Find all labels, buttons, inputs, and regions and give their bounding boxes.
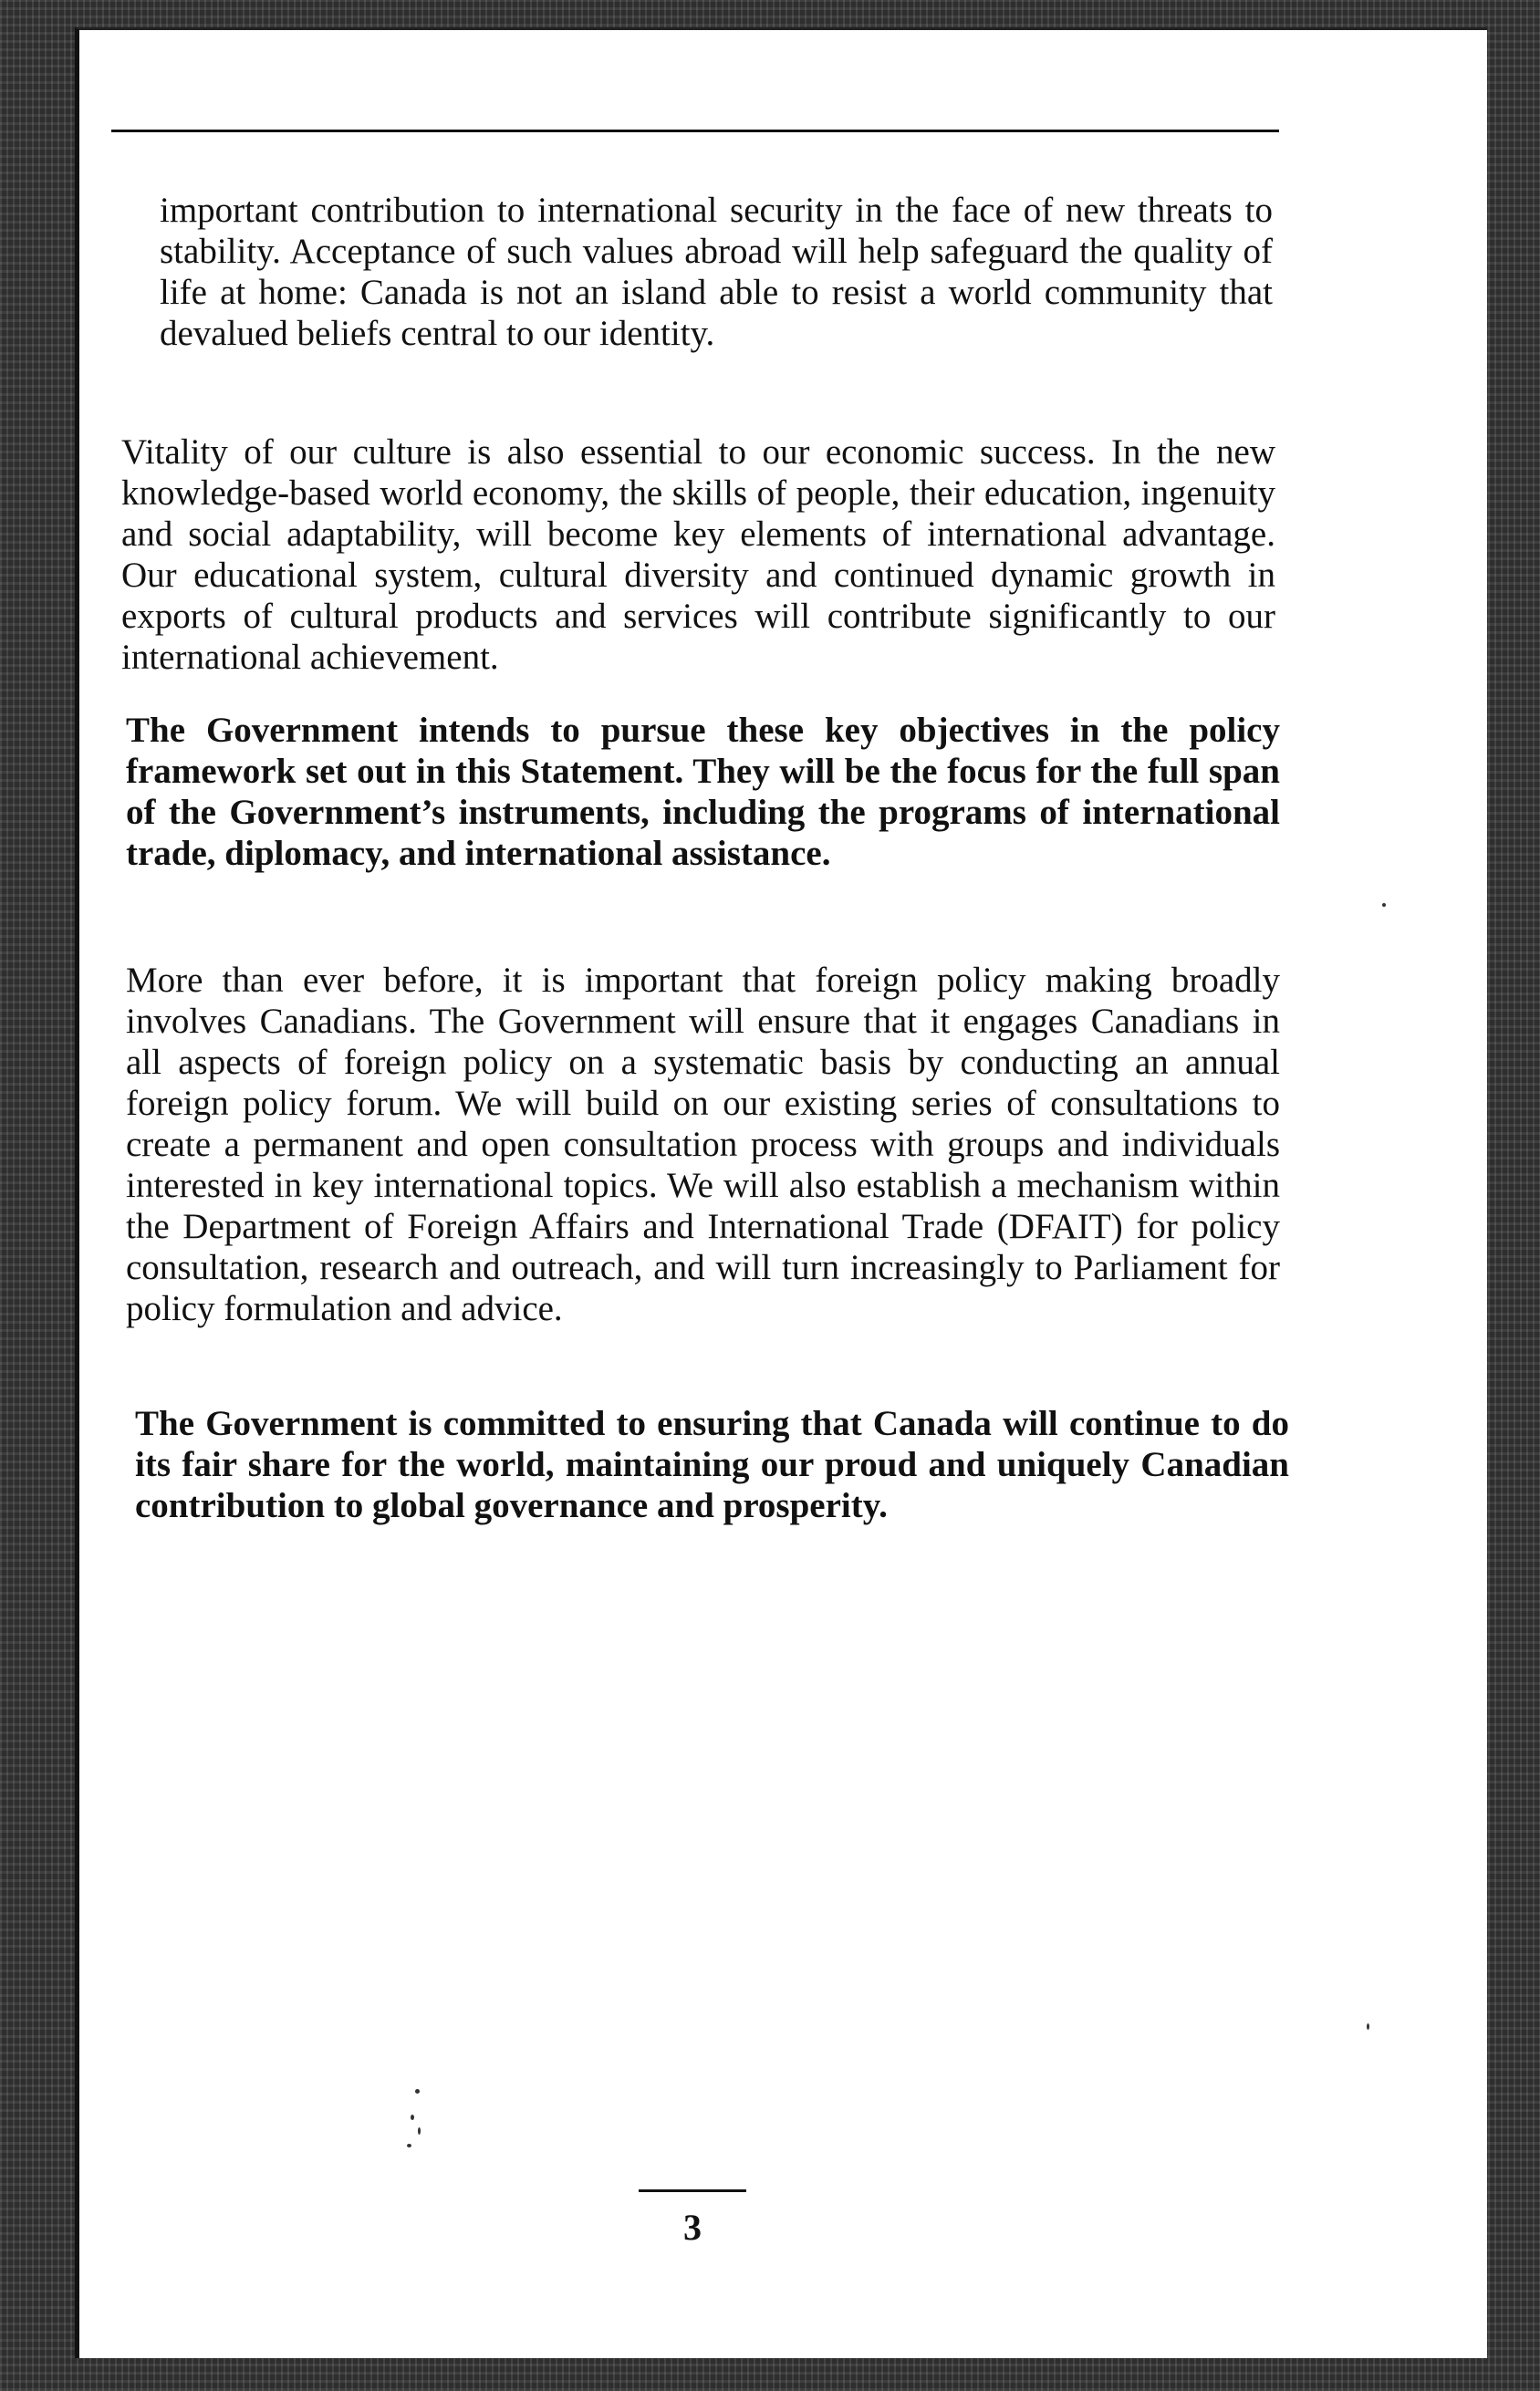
page-number: 3 bbox=[683, 2207, 702, 2248]
paragraph-key-objectives: The Government intends to pursue these key objectives in the policy framework set out in this Statement. They will be the focus for the full span of the Government’s instruments, including the programs of international trade, diplomacy, and international assistance. bbox=[126, 711, 1280, 873]
paragraph-commitment: The Government is committed to ensuring that Canada will continue to do its fair share for the world, maintaining our proud and uniquely Canadian contribution to global governance and prosperity. bbox=[135, 1404, 1289, 1525]
scan-speck bbox=[407, 2144, 411, 2147]
scan-speck bbox=[1382, 903, 1386, 907]
scan-speck bbox=[415, 2089, 420, 2094]
scan-speck bbox=[1367, 2023, 1369, 2030]
header-rule bbox=[111, 130, 1279, 132]
scan-speck bbox=[418, 2127, 421, 2135]
paragraph-culture-vitality: Vitality of our culture is also essential to our economic success. In the new knowledge-based world economy, the skills of people, their education, ingenuity and social adaptability, will become key elements of international advantage. Our educational system, cultural diversity and continued dynamic growth in exports of cultural products and services will contribute significantly to our international achievement. bbox=[121, 432, 1275, 677]
scan-speck bbox=[411, 2115, 414, 2120]
paragraph-continuation: important contribution to international security in the face of new threats to stability. Acceptance of such values abroad will help safeguard the quality of life at home: Canada is not an island able to resist a world community that devalued beliefs central to our identity. bbox=[160, 191, 1273, 353]
page-number-rule bbox=[639, 2189, 746, 2192]
paragraph-consultation: More than ever before, it is important that foreign policy making broadly involves Canadians. The Government will ensure that it engages Canadians in all aspects of foreign policy on a systematic basis by conducting an annual foreign policy forum. We will build on our existing series of consultations to create a permanent and open consultation process with groups and individuals interested in key international topics. We will also establish a mechanism within the Department of Foreign Affairs and International Trade (DFAIT) for policy consultation, research and outreach, and will turn increasingly to Parliament for policy formulation and advice. bbox=[126, 961, 1280, 1328]
